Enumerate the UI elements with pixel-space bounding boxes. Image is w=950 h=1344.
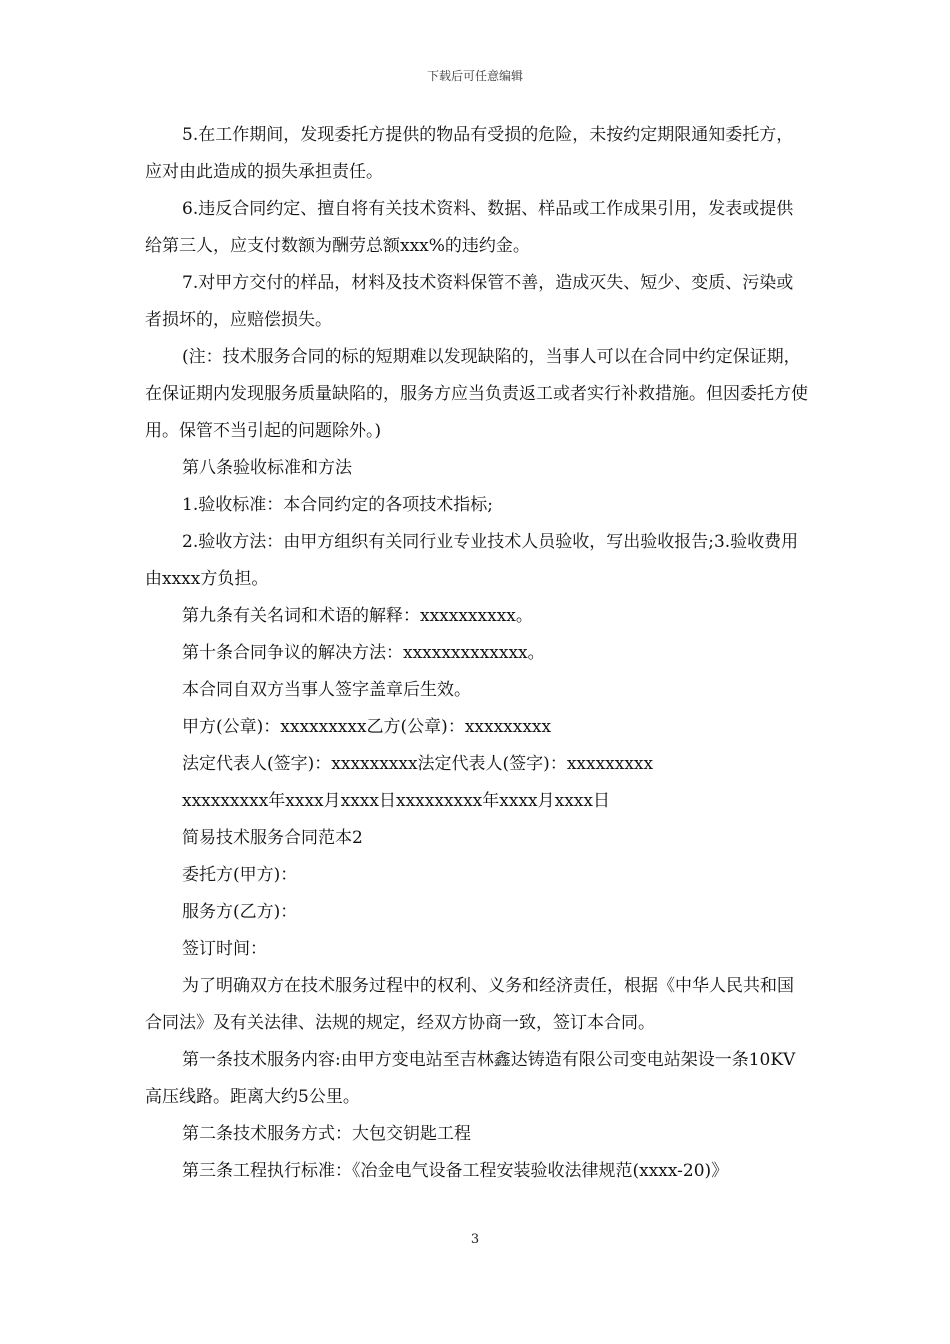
date-line: xxxxxxxxx年xxxx月xxxx日xxxxxxxxx年xxxx月xxxx日	[182, 791, 610, 811]
seal-line: 甲方(公章)：xxxxxxxxx乙方(公章)：xxxxxxxxx	[182, 717, 552, 737]
page-header: 下载后可任意编辑	[426, 69, 523, 83]
preamble-paragraph: 为了明确双方在技术服务过程中的权利、义务和经济责任，根据《中华人民共和国合同法》及有关法律、法规的规定，经双方协商一致，签订本合同。	[145, 976, 794, 1033]
section-heading: 第八条验收标准和方法	[182, 458, 352, 478]
clause-paragraph: 2.验收方法：由甲方组织有关同行业专业技术人员验收，写出验收报告;3.验收费用由xxxx方负担。	[145, 532, 799, 589]
clause-paragraph: 1.验收标准：本合同约定的各项技术指标;	[182, 495, 493, 515]
section-heading: 第九条有关名词和术语的解释：xxxxxxxxxx。	[182, 606, 533, 626]
page-number: 3	[470, 1232, 480, 1247]
effective-statement: 本合同自双方当事人签字盖章后生效。	[182, 680, 471, 700]
clause-paragraph: 7.对甲方交付的样品，材料及技术资料保管不善，造成灭失、短少、变质、污染或者损坏的，应赔偿损失。	[145, 273, 794, 330]
section-heading: 第十条合同争议的解决方法：xxxxxxxxxxxxx。	[182, 643, 545, 663]
clause-paragraph: 第一条技术服务内容:由甲方变电站至吉林鑫达铸造有限公司变电站架设一条10KV高压线路。距离大约5公里。	[145, 1050, 796, 1107]
signature-line: 法定代表人(签字)：xxxxxxxxx法定代表人(签字)：xxxxxxxxx	[182, 754, 654, 774]
note-paragraph: (注：技术服务合同的标的短期难以发现缺陷的，当事人可以在合同中约定保证期，在保证期内发现服务质量缺陷的，服务方应当负责返工或者实行补救措施。但因委托方使用。保管不当引起的问题除外。)	[145, 347, 808, 441]
clause-paragraph: 6.违反合同约定、擅自将有关技术资料、数据、样品或工作成果引用，发表或提供给第三人，应支付数额为酬劳总额xxx%的违约金。	[145, 199, 794, 256]
signing-date-line: 签订时间：	[182, 939, 267, 959]
clause-paragraph: 5.在工作期间，发现委托方提供的物品有受损的危险，未按约定期限通知委托方，应对由此造成的损失承担责任。	[145, 125, 794, 182]
document-body	[145, 117, 810, 1190]
clause-paragraph: 第三条工程执行标准：《冶金电气设备工程安装验收法律规范(xxxx-20)》	[182, 1161, 729, 1181]
clause-paragraph: 第二条技术服务方式：大包交钥匙工程	[182, 1124, 471, 1144]
party-b-line: 服务方(乙方)：	[182, 902, 298, 922]
party-a-line: 委托方(甲方)：	[182, 865, 298, 885]
document-title: 简易技术服务合同范本2	[182, 828, 363, 848]
